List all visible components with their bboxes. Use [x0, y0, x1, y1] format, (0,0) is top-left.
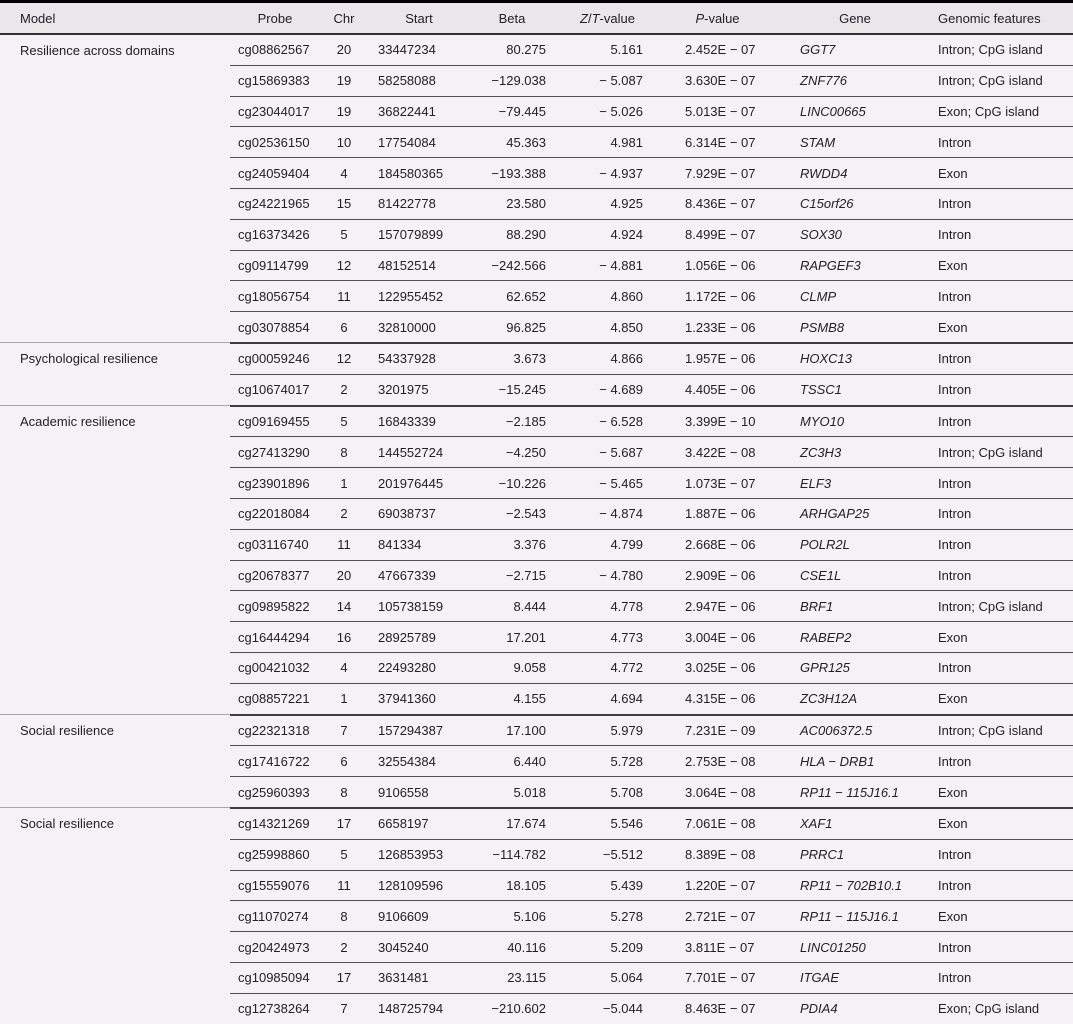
- cell-zt: − 4.937: [560, 158, 655, 189]
- cell-beta: 23.115: [470, 962, 560, 993]
- cell-gene: GPR125: [780, 652, 930, 683]
- cell-beta: 5.106: [470, 901, 560, 932]
- cell-probe: cg15869383: [230, 65, 320, 96]
- cell-features: Exon: [930, 808, 1073, 839]
- cell-gene: HOXC13: [780, 343, 930, 374]
- cell-pvalue: 1.172E − 06: [655, 281, 780, 312]
- cell-chr: 8: [320, 777, 368, 808]
- cell-probe: cg20678377: [230, 560, 320, 591]
- cell-start: 122955452: [368, 281, 470, 312]
- cell-zt: 5.708: [560, 777, 655, 808]
- cell-pvalue: 1.887E − 06: [655, 498, 780, 529]
- column-header-model: Model: [0, 3, 230, 34]
- cell-start: 184580365: [368, 158, 470, 189]
- cell-pvalue: 7.929E − 07: [655, 158, 780, 189]
- cell-pvalue: 2.947E − 06: [655, 591, 780, 622]
- cell-chr: 1: [320, 683, 368, 714]
- cell-beta: −15.245: [470, 374, 560, 405]
- cell-pvalue: 1.220E − 07: [655, 870, 780, 901]
- cell-probe: cg09114799: [230, 250, 320, 281]
- cell-start: 105738159: [368, 591, 470, 622]
- cell-beta: 96.825: [470, 312, 560, 343]
- cell-start: 3045240: [368, 932, 470, 963]
- cell-gene: GGT7: [780, 34, 930, 65]
- cell-gene: RABEP2: [780, 622, 930, 653]
- table-row: [0, 343, 1073, 374]
- cell-beta: 17.674: [470, 808, 560, 839]
- cell-chr: 11: [320, 870, 368, 901]
- cell-chr: 5: [320, 219, 368, 250]
- cell-probe: cg09895822: [230, 591, 320, 622]
- cell-pvalue: 7.061E − 08: [655, 808, 780, 839]
- cell-features: Intron: [930, 746, 1073, 777]
- cell-features: Intron; CpG island: [930, 715, 1073, 746]
- cell-gene: PSMB8: [780, 312, 930, 343]
- cell-zt: 4.860: [560, 281, 655, 312]
- cell-zt: 4.981: [560, 127, 655, 158]
- cell-pvalue: 3.004E − 06: [655, 622, 780, 653]
- cell-chr: 14: [320, 591, 368, 622]
- column-header-pvalue: P-value: [655, 3, 780, 34]
- cell-zt: −5.044: [560, 993, 655, 1023]
- cell-chr: 2: [320, 374, 368, 405]
- cell-chr: 7: [320, 993, 368, 1023]
- column-header-chr: Chr: [320, 3, 368, 34]
- cell-chr: 19: [320, 65, 368, 96]
- cell-probe: cg23044017: [230, 96, 320, 127]
- cell-features: Exon: [930, 622, 1073, 653]
- cell-zt: 5.064: [560, 962, 655, 993]
- cell-gene: LINC00665: [780, 96, 930, 127]
- cell-zt: 4.799: [560, 529, 655, 560]
- cell-beta: −129.038: [470, 65, 560, 96]
- cell-gene: SOX30: [780, 219, 930, 250]
- cell-chr: 17: [320, 808, 368, 839]
- cell-beta: 18.105: [470, 870, 560, 901]
- table-body: [0, 34, 1073, 1024]
- cell-probe: cg08862567: [230, 34, 320, 65]
- cell-chr: 8: [320, 901, 368, 932]
- cell-features: Intron; CpG island: [930, 437, 1073, 468]
- cell-beta: 4.155: [470, 683, 560, 714]
- cell-probe: cg10674017: [230, 374, 320, 405]
- cell-beta: 9.058: [470, 652, 560, 683]
- cell-probe: cg20424973: [230, 932, 320, 963]
- cell-chr: 8: [320, 437, 368, 468]
- column-header-start: Start: [368, 3, 470, 34]
- cell-start: 3631481: [368, 962, 470, 993]
- cell-features: Exon: [930, 683, 1073, 714]
- cell-start: 148725794: [368, 993, 470, 1023]
- cell-gene: ZNF776: [780, 65, 930, 96]
- cell-pvalue: 3.422E − 08: [655, 437, 780, 468]
- cell-beta: −2.715: [470, 560, 560, 591]
- cell-gene: POLR2L: [780, 529, 930, 560]
- cell-zt: 5.439: [560, 870, 655, 901]
- cell-chr: 11: [320, 281, 368, 312]
- cell-start: 201976445: [368, 468, 470, 499]
- cell-probe: cg00059246: [230, 343, 320, 374]
- cell-start: 48152514: [368, 250, 470, 281]
- cell-beta: −193.388: [470, 158, 560, 189]
- cell-beta: −210.602: [470, 993, 560, 1023]
- cell-zt: − 4.689: [560, 374, 655, 405]
- cell-pvalue: 4.315E − 06: [655, 683, 780, 714]
- cell-start: 157079899: [368, 219, 470, 250]
- cell-probe: cg09169455: [230, 406, 320, 437]
- cell-start: 69038737: [368, 498, 470, 529]
- table-row: [0, 34, 1073, 65]
- cell-probe: cg23901896: [230, 468, 320, 499]
- cell-features: Exon: [930, 158, 1073, 189]
- cell-features: Intron: [930, 498, 1073, 529]
- cell-probe: cg08857221: [230, 683, 320, 714]
- model-group-label: Psychological resilience: [0, 343, 230, 406]
- cell-pvalue: 2.909E − 06: [655, 560, 780, 591]
- cell-gene: CSE1L: [780, 560, 930, 591]
- cell-chr: 4: [320, 652, 368, 683]
- cell-pvalue: 3.811E − 07: [655, 932, 780, 963]
- cell-chr: 4: [320, 158, 368, 189]
- cell-beta: −10.226: [470, 468, 560, 499]
- cell-beta: 17.201: [470, 622, 560, 653]
- cell-zt: − 4.881: [560, 250, 655, 281]
- cell-zt: − 5.687: [560, 437, 655, 468]
- cell-gene: PRRC1: [780, 839, 930, 870]
- cell-probe: cg25998860: [230, 839, 320, 870]
- cell-features: Intron: [930, 962, 1073, 993]
- cell-features: Intron: [930, 529, 1073, 560]
- column-header-features: Genomic features: [930, 3, 1073, 34]
- cell-features: Exon: [930, 777, 1073, 808]
- cell-chr: 6: [320, 746, 368, 777]
- header-row: [0, 3, 1073, 34]
- cell-features: Exon; CpG island: [930, 993, 1073, 1023]
- cell-features: Intron: [930, 406, 1073, 437]
- cell-pvalue: 4.405E − 06: [655, 374, 780, 405]
- cell-pvalue: 1.056E − 06: [655, 250, 780, 281]
- cell-zt: 4.694: [560, 683, 655, 714]
- cell-pvalue: 8.436E − 07: [655, 188, 780, 219]
- cell-features: Exon: [930, 312, 1073, 343]
- cell-start: 17754084: [368, 127, 470, 158]
- cell-chr: 16: [320, 622, 368, 653]
- cell-pvalue: 8.463E − 07: [655, 993, 780, 1023]
- cell-zt: 4.778: [560, 591, 655, 622]
- cell-chr: 20: [320, 560, 368, 591]
- cell-beta: −2.543: [470, 498, 560, 529]
- cell-chr: 6: [320, 312, 368, 343]
- cell-features: Intron: [930, 374, 1073, 405]
- cell-probe: cg02536150: [230, 127, 320, 158]
- cell-features: Exon: [930, 901, 1073, 932]
- cell-pvalue: 1.957E − 06: [655, 343, 780, 374]
- cell-beta: −114.782: [470, 839, 560, 870]
- model-group-label: Social resilience: [0, 715, 230, 808]
- cell-beta: 62.652: [470, 281, 560, 312]
- cell-probe: cg03116740: [230, 529, 320, 560]
- cell-start: 3201975: [368, 374, 470, 405]
- cell-zt: − 4.874: [560, 498, 655, 529]
- cell-probe: cg16444294: [230, 622, 320, 653]
- cell-chr: 10: [320, 127, 368, 158]
- cell-chr: 2: [320, 932, 368, 963]
- cell-beta: 88.290: [470, 219, 560, 250]
- cell-pvalue: 1.233E − 06: [655, 312, 780, 343]
- cell-gene: ARHGAP25: [780, 498, 930, 529]
- cell-pvalue: 2.753E − 08: [655, 746, 780, 777]
- cell-features: Intron: [930, 343, 1073, 374]
- cell-pvalue: 3.399E − 10: [655, 406, 780, 437]
- cell-gene: PDIA4: [780, 993, 930, 1023]
- cell-start: 47667339: [368, 560, 470, 591]
- cell-chr: 11: [320, 529, 368, 560]
- model-group-label: Resilience across domains: [0, 34, 230, 343]
- cell-start: 37941360: [368, 683, 470, 714]
- cell-probe: cg14321269: [230, 808, 320, 839]
- cell-pvalue: 6.314E − 07: [655, 127, 780, 158]
- cell-zt: − 4.780: [560, 560, 655, 591]
- cell-zt: 5.278: [560, 901, 655, 932]
- model-group-label: Social resilience: [0, 808, 230, 1024]
- cell-start: 128109596: [368, 870, 470, 901]
- cell-zt: − 5.026: [560, 96, 655, 127]
- cell-gene: ZC3H12A: [780, 683, 930, 714]
- cell-pvalue: 7.231E − 09: [655, 715, 780, 746]
- cell-zt: 4.925: [560, 188, 655, 219]
- cell-probe: cg10985094: [230, 962, 320, 993]
- cell-probe: cg15559076: [230, 870, 320, 901]
- cell-features: Intron: [930, 468, 1073, 499]
- cell-features: Intron: [930, 281, 1073, 312]
- results-table: [0, 3, 1073, 1024]
- cell-zt: 4.773: [560, 622, 655, 653]
- cell-probe: cg12738264: [230, 993, 320, 1023]
- cell-chr: 19: [320, 96, 368, 127]
- column-header-probe: Probe: [230, 3, 320, 34]
- cell-gene: TSSC1: [780, 374, 930, 405]
- cell-chr: 5: [320, 406, 368, 437]
- cell-beta: 3.376: [470, 529, 560, 560]
- cell-gene: RP11 − 115J16.1: [780, 777, 930, 808]
- cell-gene: BRF1: [780, 591, 930, 622]
- cell-start: 81422778: [368, 188, 470, 219]
- cell-gene: MYO10: [780, 406, 930, 437]
- cell-start: 841334: [368, 529, 470, 560]
- cell-probe: cg25960393: [230, 777, 320, 808]
- cell-chr: 17: [320, 962, 368, 993]
- cell-start: 9106609: [368, 901, 470, 932]
- cell-beta: 6.440: [470, 746, 560, 777]
- cell-features: Intron: [930, 839, 1073, 870]
- cell-start: 32554384: [368, 746, 470, 777]
- cell-gene: HLA − DRB1: [780, 746, 930, 777]
- cell-gene: RAPGEF3: [780, 250, 930, 281]
- cell-zt: − 6.528: [560, 406, 655, 437]
- column-header-beta: Beta: [470, 3, 560, 34]
- cell-start: 144552724: [368, 437, 470, 468]
- cell-probe: cg00421032: [230, 652, 320, 683]
- cell-gene: RWDD4: [780, 158, 930, 189]
- cell-features: Intron: [930, 188, 1073, 219]
- cell-gene: CLMP: [780, 281, 930, 312]
- cell-probe: cg24059404: [230, 158, 320, 189]
- cell-gene: AC006372.5: [780, 715, 930, 746]
- cell-beta: −4.250: [470, 437, 560, 468]
- cell-start: 9106558: [368, 777, 470, 808]
- cell-gene: ZC3H3: [780, 437, 930, 468]
- cell-start: 28925789: [368, 622, 470, 653]
- table-header: [0, 3, 1073, 34]
- cell-pvalue: 3.025E − 06: [655, 652, 780, 683]
- cell-start: 58258088: [368, 65, 470, 96]
- cell-beta: 3.673: [470, 343, 560, 374]
- cell-start: 16843339: [368, 406, 470, 437]
- cell-probe: cg22018084: [230, 498, 320, 529]
- cell-gene: RP11 − 702B10.1: [780, 870, 930, 901]
- cell-zt: −5.512: [560, 839, 655, 870]
- column-header-zt: Z/T-value: [560, 3, 655, 34]
- cell-features: Intron; CpG island: [930, 34, 1073, 65]
- cell-zt: 5.979: [560, 715, 655, 746]
- cell-features: Intron; CpG island: [930, 65, 1073, 96]
- cell-probe: cg22321318: [230, 715, 320, 746]
- cell-features: Exon: [930, 250, 1073, 281]
- cell-gene: ITGAE: [780, 962, 930, 993]
- cell-beta: −2.185: [470, 406, 560, 437]
- cell-probe: cg24221965: [230, 188, 320, 219]
- cell-beta: 23.580: [470, 188, 560, 219]
- cell-gene: C15orf26: [780, 188, 930, 219]
- cell-probe: cg03078854: [230, 312, 320, 343]
- table-row: [0, 808, 1073, 839]
- cell-chr: 15: [320, 188, 368, 219]
- cell-start: 33447234: [368, 34, 470, 65]
- cell-features: Exon; CpG island: [930, 96, 1073, 127]
- cell-pvalue: 3.630E − 07: [655, 65, 780, 96]
- cell-probe: cg16373426: [230, 219, 320, 250]
- cell-start: 54337928: [368, 343, 470, 374]
- cell-pvalue: 3.064E − 08: [655, 777, 780, 808]
- cell-zt: − 5.087: [560, 65, 655, 96]
- cell-pvalue: 7.701E − 07: [655, 962, 780, 993]
- cell-chr: 7: [320, 715, 368, 746]
- cell-probe: cg18056754: [230, 281, 320, 312]
- cell-gene: STAM: [780, 127, 930, 158]
- cell-chr: 5: [320, 839, 368, 870]
- cell-beta: −79.445: [470, 96, 560, 127]
- cell-zt: − 5.465: [560, 468, 655, 499]
- cell-pvalue: 1.073E − 07: [655, 468, 780, 499]
- cell-start: 6658197: [368, 808, 470, 839]
- cell-zt: 4.924: [560, 219, 655, 250]
- cell-start: 126853953: [368, 839, 470, 870]
- cell-gene: LINC01250: [780, 932, 930, 963]
- cell-zt: 4.850: [560, 312, 655, 343]
- cell-probe: cg11070274: [230, 901, 320, 932]
- cell-beta: 8.444: [470, 591, 560, 622]
- table-row: [0, 406, 1073, 437]
- cell-zt: 5.728: [560, 746, 655, 777]
- cell-gene: XAF1: [780, 808, 930, 839]
- cell-start: 157294387: [368, 715, 470, 746]
- cell-zt: 5.161: [560, 34, 655, 65]
- column-header-gene: Gene: [780, 3, 930, 34]
- cell-beta: −242.566: [470, 250, 560, 281]
- cell-pvalue: 5.013E − 07: [655, 96, 780, 127]
- cell-beta: 45.363: [470, 127, 560, 158]
- cell-chr: 2: [320, 498, 368, 529]
- cell-chr: 12: [320, 250, 368, 281]
- cell-features: Intron: [930, 127, 1073, 158]
- cell-beta: 40.116: [470, 932, 560, 963]
- cell-probe: cg27413290: [230, 437, 320, 468]
- cell-zt: 5.209: [560, 932, 655, 963]
- cell-features: Intron: [930, 560, 1073, 591]
- cell-features: Intron: [930, 932, 1073, 963]
- cell-chr: 20: [320, 34, 368, 65]
- cell-start: 36822441: [368, 96, 470, 127]
- cell-beta: 80.275: [470, 34, 560, 65]
- cell-gene: RP11 − 115J16.1: [780, 901, 930, 932]
- cell-features: Intron: [930, 219, 1073, 250]
- cell-features: Intron: [930, 870, 1073, 901]
- cell-pvalue: 8.389E − 08: [655, 839, 780, 870]
- cell-beta: 17.100: [470, 715, 560, 746]
- model-group-label: Academic resilience: [0, 406, 230, 715]
- cell-gene: ELF3: [780, 468, 930, 499]
- cell-zt: 4.866: [560, 343, 655, 374]
- cell-pvalue: 2.452E − 07: [655, 34, 780, 65]
- cell-chr: 1: [320, 468, 368, 499]
- cell-probe: cg17416722: [230, 746, 320, 777]
- cell-start: 22493280: [368, 652, 470, 683]
- table-row: [0, 715, 1073, 746]
- cell-pvalue: 2.668E − 06: [655, 529, 780, 560]
- cell-pvalue: 8.499E − 07: [655, 219, 780, 250]
- cell-beta: 5.018: [470, 777, 560, 808]
- cell-features: Intron; CpG island: [930, 591, 1073, 622]
- cell-chr: 12: [320, 343, 368, 374]
- cell-zt: 4.772: [560, 652, 655, 683]
- cell-zt: 5.546: [560, 808, 655, 839]
- cell-pvalue: 2.721E − 07: [655, 901, 780, 932]
- cell-features: Intron: [930, 652, 1073, 683]
- cell-start: 32810000: [368, 312, 470, 343]
